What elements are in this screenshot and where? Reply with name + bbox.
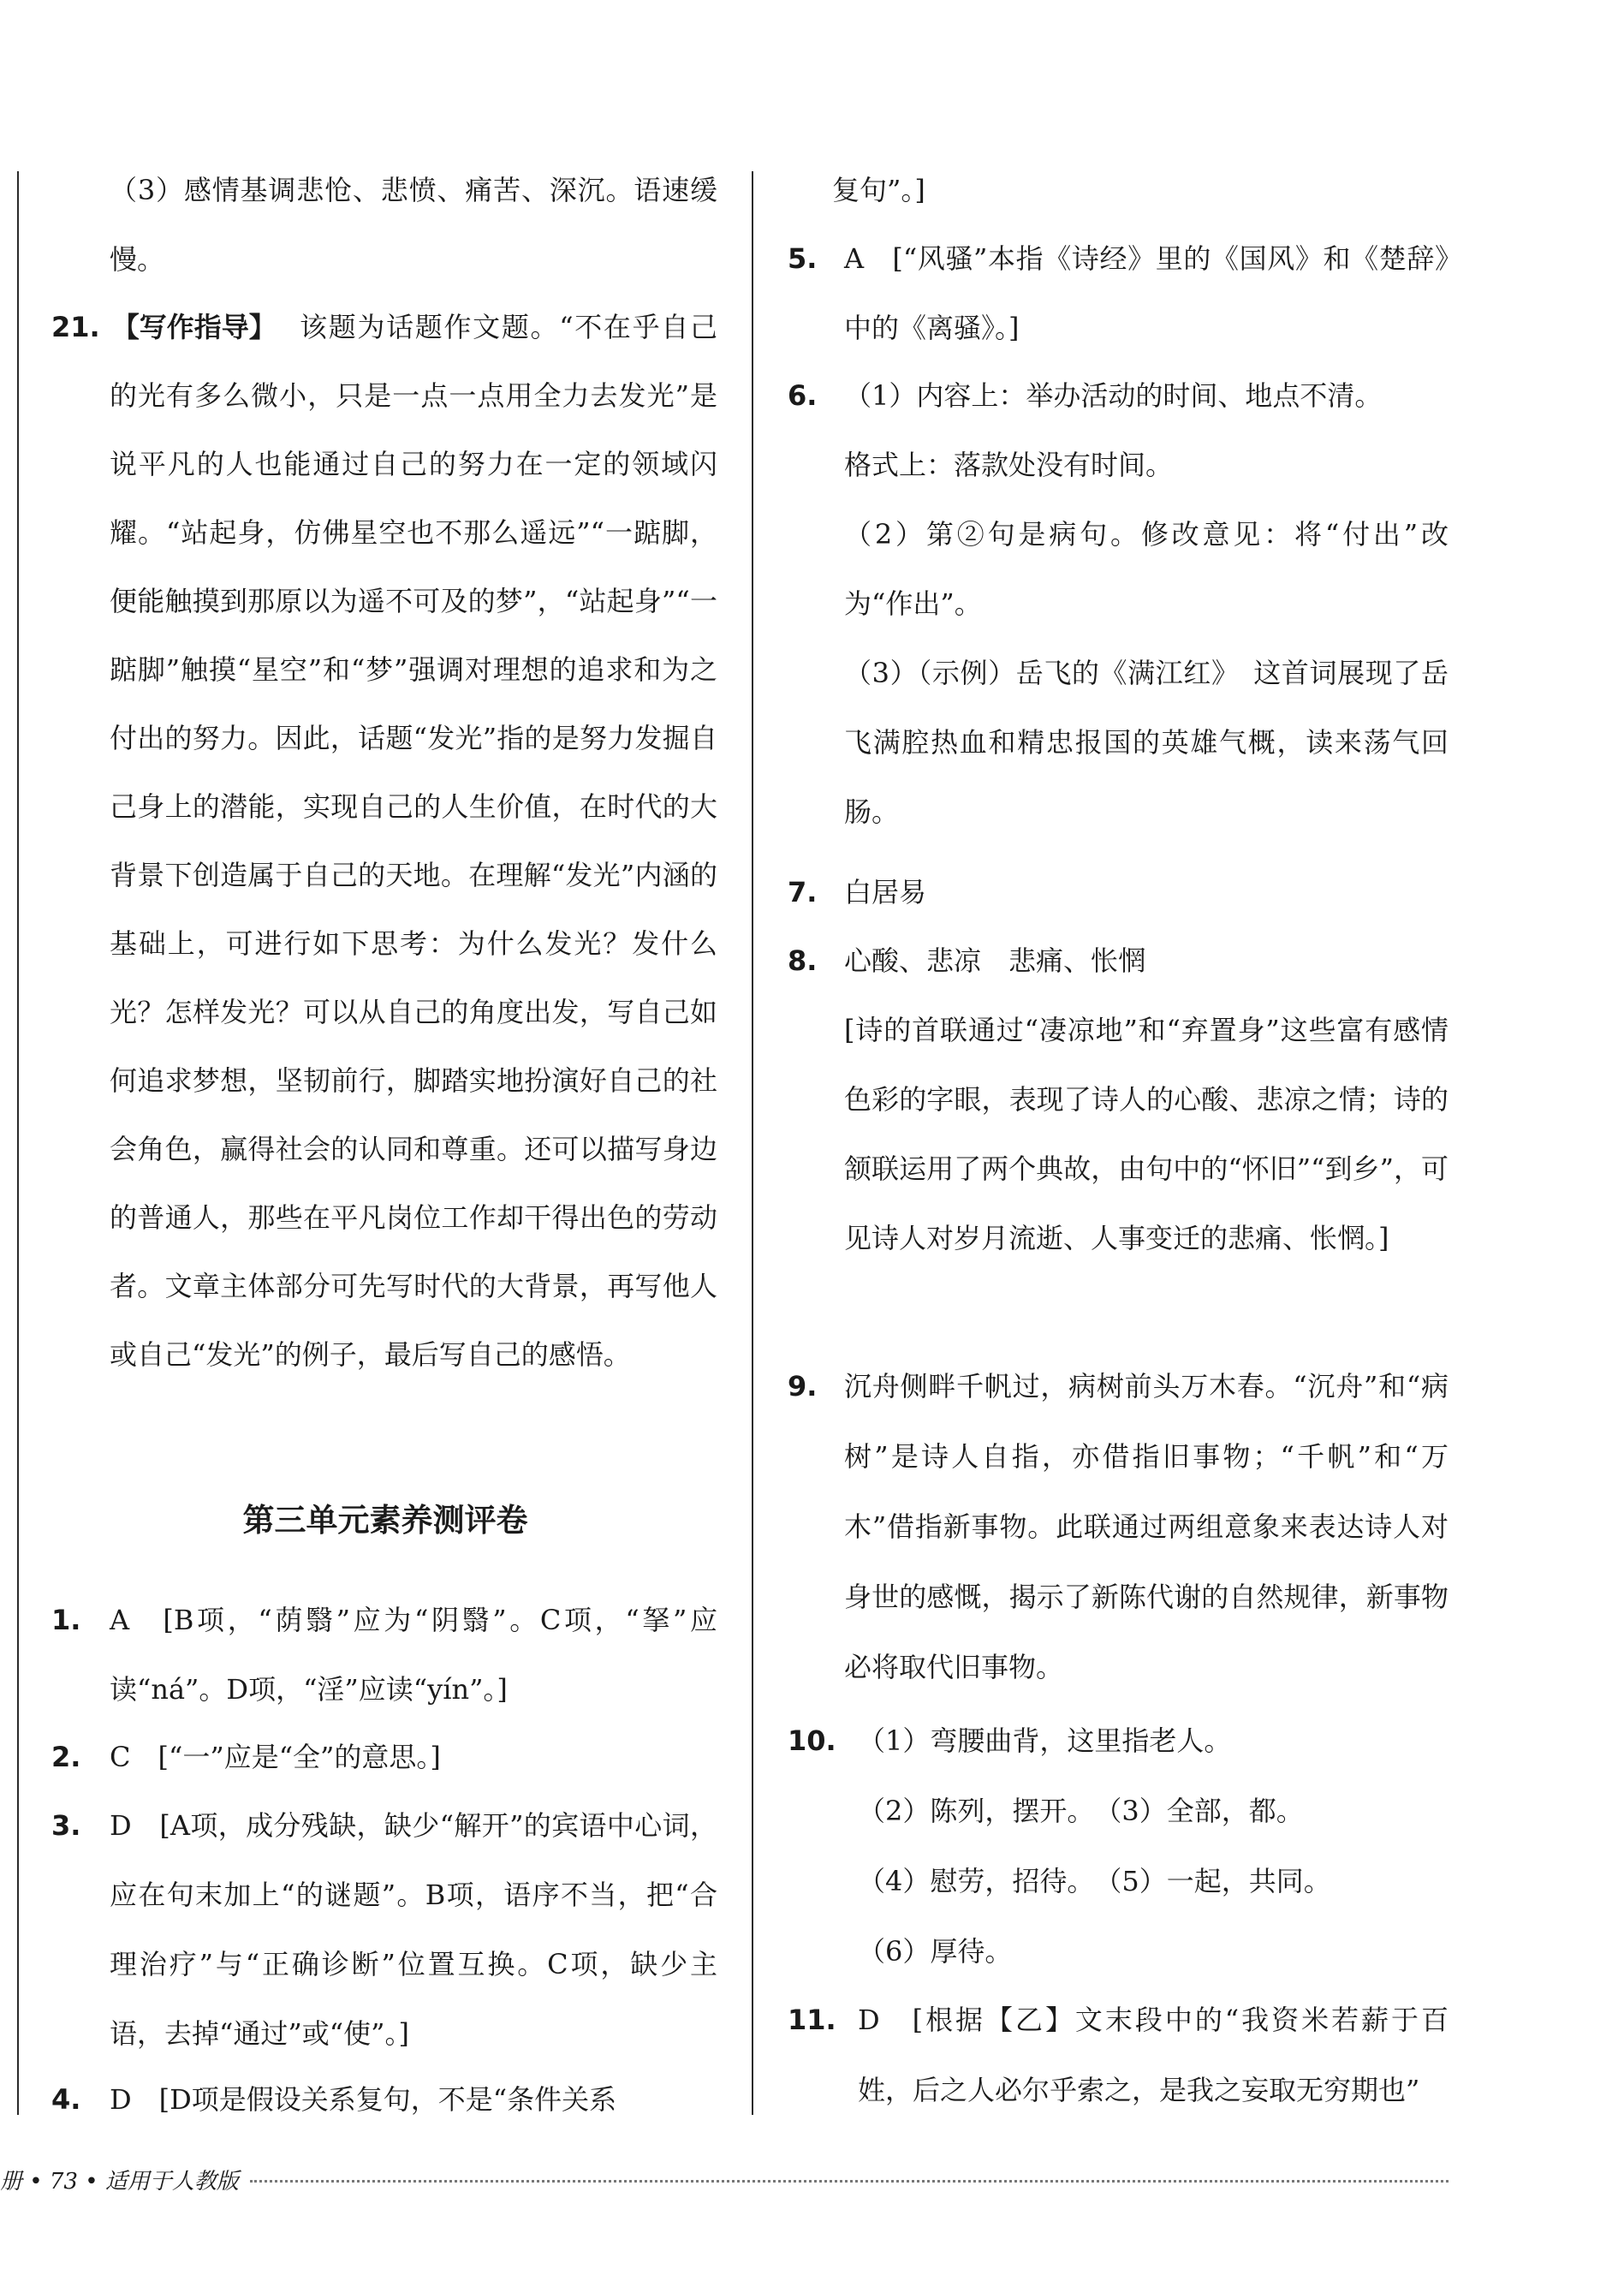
question-number: 11. — [788, 2004, 836, 2036]
question-number: 9. — [788, 1370, 818, 1403]
answer-text: C [“一”应是“全”的意思。] — [110, 1741, 441, 1773]
q6-part2: （2）第②句是病句。修改意见：将“付出”改为“作出”。 — [844, 518, 1449, 620]
question-number: 1. — [51, 1604, 81, 1636]
q5 — [788, 224, 1449, 363]
center-column-rule — [752, 171, 753, 2115]
q7 — [788, 858, 1449, 927]
answer-text: 沉舟侧畔千帆过，病树前头万木春。“沉舟”和“病树”是诗人自指，亦借指旧事物；“千帆”和“万木”借指新事物。此联通过两组意象来表达诗人对身世的感慨，揭示了新陈代谢的自然规律，新事物必将取代旧事物。 — [844, 1370, 1449, 1683]
section-title: 第三单元素养测评卷 — [242, 1502, 528, 1539]
q8-explanation: [诗的首联通过“凄凉地”和“弃置身”这些富有感情色彩的字眼，表现了诗人的心酸、悲凉之情；诗的颔联运用了两个典故，由句中的“怀旧”“到乡”，可见诗人对岁月流逝、人事变迁的悲痛、怅惘。] — [844, 1014, 1449, 1254]
q6-part1: （1）内容上：举办活动的时间、地点不清。 — [844, 379, 1383, 412]
question-number: 7. — [788, 876, 818, 908]
question-number: 2. — [51, 1741, 81, 1773]
q10-part2: （2）陈列，摆开。 （3）全部，都。 — [858, 1795, 1304, 1827]
answer-text: D [根据【乙】文末段中的“我资米若薪于百姓，后之人必尔乎索之，是我之妄取无穷期也” — [858, 2004, 1449, 2106]
q20-part3: （3）感情基调悲怆、悲愤、痛苦、深沉。语速缓慢。 — [110, 174, 717, 276]
q10-part4: （6）厚待。 — [858, 1935, 1013, 1968]
footer-dotted-rule — [250, 2180, 1449, 2183]
question-number: 21. — [51, 311, 100, 343]
q11 — [788, 1985, 1449, 2125]
answer-text: D [D项是假设关系复句，不是“条件关系 — [110, 2083, 617, 2116]
answer-text: D [A项，成分残缺，缺少“解开”的宾语中心词，应在句末加上“的谜题”。B项，语序不当，把“合理治疗”与“正确诊断”位置互换。C项，缺少主语，去掉“通过”或“使”。] — [110, 1809, 717, 2050]
answer-text: A [“风骚”本指《诗经》里的《国风》和《楚辞》中的《离骚》。] — [844, 242, 1449, 344]
answer-text: 心酸、悲凉 悲痛、怅惘 — [844, 944, 1146, 977]
q9 — [788, 1351, 1449, 1702]
q21-text: 该题为话题作文题。“不在乎自己的光有多么微小，只是一点一点用全力去发光”是说平凡的人也能通过自己的努力在一定的领域闪耀。“站起身，仿佛星空也不那么遥远”“一踮脚，便能触摸到那原以为遥不可及的梦”，“站起身”“一踮脚”触摸“星空”和“梦”强调对理想的追求和为之付出的努力。因此，话题“发光”指的是努力发掘自己身上的潜能，实现自己的人生价值，在时代的大背景下创造属于自己的天地。在理解“发光”内涵的基础上，可进行如下思考：为什么发光？发什么光？怎样发光？可以从自己的角度出发，写自己如何追求梦想，坚韧前行，脚踏实地扮演好自己的社会角色，赢得社会的认同和尊重。还可以描写身边的普通人，那些在平凡岗位工作却干得出色的劳动者。文章主体部分可先写时代的大背景，再写他人或自己“发光”的例子，最后写自己的感悟。 — [110, 311, 717, 1371]
q10 — [788, 1706, 1449, 1986]
q4 — [51, 2065, 717, 2135]
q3 — [51, 1791, 717, 2069]
q1 — [51, 1586, 717, 1724]
page-footer: 册 • 73 • 适用于人教版 — [0, 2169, 239, 2195]
question-number: 6. — [788, 379, 818, 412]
q6 — [788, 361, 1449, 847]
q2 — [51, 1723, 717, 1792]
q4-continuation: 复句”。] — [832, 174, 925, 206]
question-number: 10. — [788, 1724, 836, 1757]
question-number: 3. — [51, 1809, 81, 1842]
q8 — [788, 926, 1449, 1273]
question-number: 8. — [788, 944, 818, 977]
question-number: 4. — [51, 2083, 81, 2116]
q10-part1: （1）弯腰曲背，这里指老人。 — [858, 1724, 1232, 1757]
left-column-rule — [17, 171, 19, 2115]
q6-part3: （3）（示例）岳飞的《满江红》 这首词展现了岳飞满腔热血和精忠报国的英雄气概，读来荡气回肠。 — [844, 657, 1449, 828]
question-number: 5. — [788, 242, 818, 275]
q10-part3: （4）慰劳，招待。 （5）一起，共同。 — [858, 1865, 1331, 1897]
q21-tag: 【写作指导】 — [111, 311, 277, 343]
answer-text: 白居易 — [844, 876, 927, 908]
answer-text: A [B项，“荫翳”应为“阴翳”。C项，“拏”应读“ná”。D项，“淫”应读“yín”。] — [110, 1604, 717, 1706]
q6-part1b: 格式上：落款处没有时间。 — [844, 449, 1174, 481]
